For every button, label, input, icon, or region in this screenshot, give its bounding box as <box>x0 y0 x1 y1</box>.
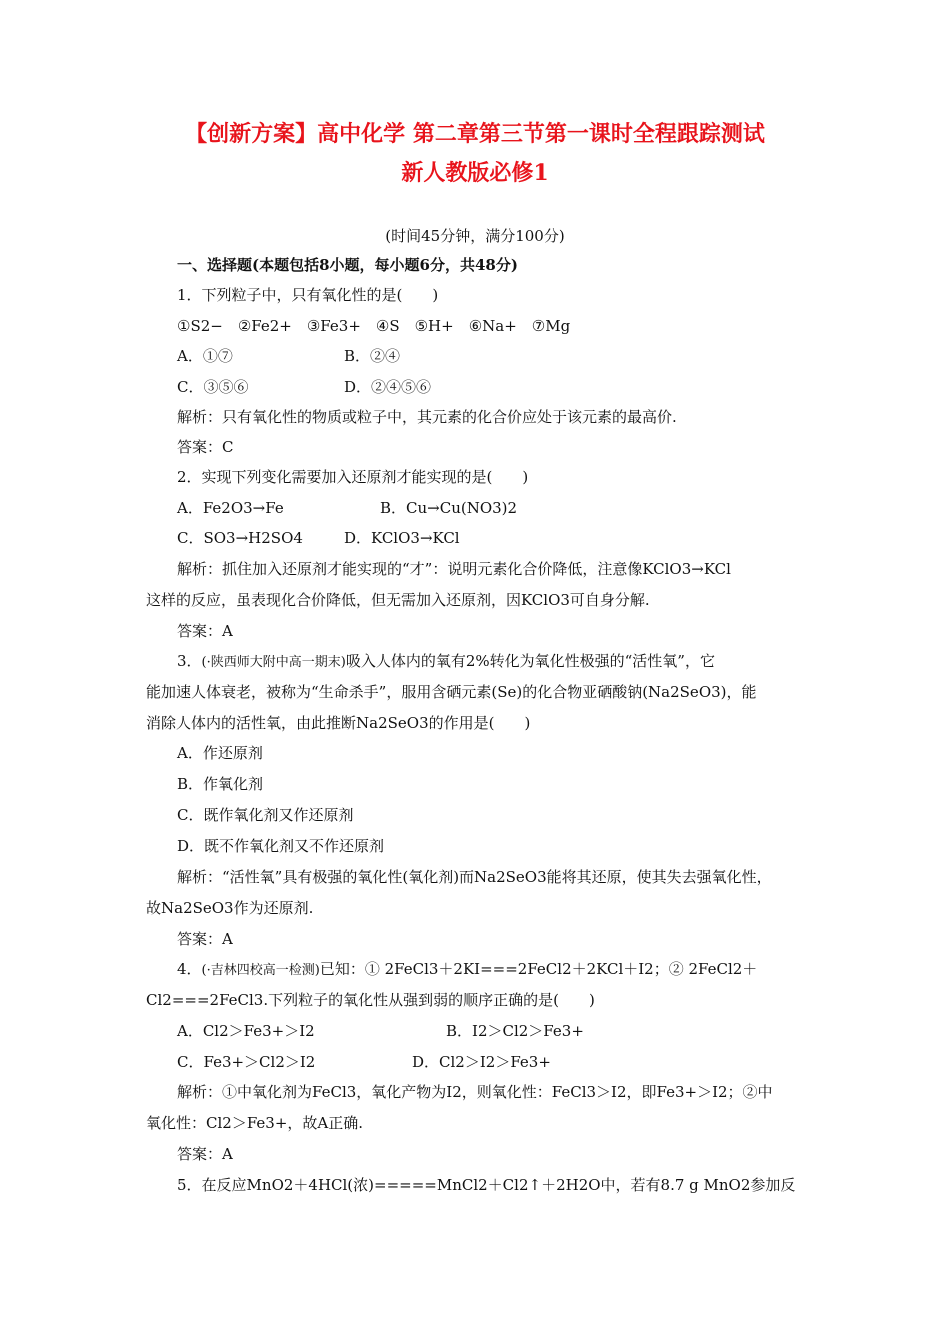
question-1-analysis: 解析：只有氧化性的物质或粒子中，其元素的化合价应处于该元素的最高价. <box>177 408 677 426</box>
question-3-analysis-line2: 故Na2SeO3作为还原剂. <box>146 899 314 917</box>
question-2-option-c: C．SO3→H2SO4 <box>177 529 303 547</box>
question-3-option-d: D．既不作氧化剂又不作还原剂 <box>177 837 385 855</box>
question-4-option-d: D．Cl2＞I2＞Fe3+ <box>412 1053 551 1071</box>
question-2-answer: 答案：A <box>177 622 233 640</box>
question-1-option-b: B．②④ <box>344 347 401 365</box>
page-title: 【创新方案】高中化学 第二章第三节第一课时全程跟踪测试 <box>185 121 765 147</box>
question-1-option-a: A．①⑦ <box>177 347 233 365</box>
question-3-stem-text: 吸入人体内的氧有2%转化为氧化性极强的“活性氧”，它 <box>345 652 715 670</box>
question-1-particles: ①S2− ②Fe2+ ③Fe3+ ④S ⑤H+ ⑥Na+ ⑦Mg <box>177 317 571 335</box>
question-4-source: (·吉林四校高一检测) <box>201 963 320 978</box>
question-2-option-b: B．Cu→Cu(NO3)2 <box>380 499 518 517</box>
question-3-analysis-line1: 解析：“活性氧”具有极强的氧化性(氧化剂)而Na2SeO3能将其还原，使其失去强氧化性， <box>177 868 772 886</box>
page-subtitle: 新人教版必修1 <box>401 160 549 186</box>
question-1-option-d: D．②④⑤⑥ <box>344 378 432 396</box>
question-2-option-d: D．KClO3→KCl <box>344 529 460 547</box>
question-4-stem-line1: 4．(·吉林四校高一检测)已知：① 2FeCl3＋2KI===2FeCl2＋2KCl＋I2；② 2FeCl2＋ <box>177 960 758 978</box>
question-4-option-a: A．Cl2＞Fe3+＞I2 <box>177 1022 315 1040</box>
question-2-stem: 2．实现下列变化需要加入还原剂才能实现的是( ) <box>177 468 529 486</box>
question-3-option-b: B．作氧化剂 <box>177 775 264 793</box>
question-3-option-c: C．既作氧化剂又作还原剂 <box>177 806 354 824</box>
time-info: (时间45分钟，满分100分) <box>385 227 565 245</box>
question-4-analysis-line1: 解析：①中氧化剂为FeCl3，氧化产物为I2，则氧化性：FeCl3＞I2，即Fe3+＞I2；②中 <box>177 1083 773 1101</box>
question-4-option-b: B．I2＞Cl2＞Fe3+ <box>446 1022 584 1040</box>
question-3-answer: 答案：A <box>177 930 233 948</box>
question-1-option-c: C．③⑤⑥ <box>177 378 249 396</box>
question-3-stem-line2: 能加速人体衰老，被称为“生命杀手”，服用含硒元素(Se)的化合物亚硒酸钠(Na2SeO3)，能 <box>146 683 757 701</box>
question-1-stem: 1．下列粒子中，只有氧化性的是( ) <box>177 286 439 304</box>
question-4-stem-line2: Cl2===2FeCl3.下列粒子的氧化性从强到弱的顺序正确的是( ) <box>146 991 595 1009</box>
question-1-answer: 答案：C <box>177 438 234 456</box>
question-3-stem-line1: 3．(·陕西师大附中高一期末)吸入人体内的氧有2%转化为氧化性极强的“活性氧”，它 <box>177 652 715 670</box>
question-3-option-a: A．作还原剂 <box>177 744 263 762</box>
question-3-stem-line3: 消除人体内的活性氧，由此推断Na2SeO3的作用是( ) <box>146 714 531 732</box>
question-3-source: (·陕西师大附中高一期末) <box>201 655 346 670</box>
question-4-stem-text: 已知：① 2FeCl3＋2KI===2FeCl2＋2KCl＋I2；② 2FeCl2＋ <box>319 960 758 978</box>
question-4-answer: 答案：A <box>177 1145 233 1163</box>
question-2-analysis-line2: 这样的反应，虽表现化合价降低，但无需加入还原剂，因KClO3可自身分解. <box>146 591 650 609</box>
question-2-analysis-line1: 解析：抓住加入还原剂才能实现的“才”：说明元素化合价降低，注意像KClO3→KCl <box>177 560 731 578</box>
section-heading: 一、选择题(本题包括8小题，每小题6分，共48分) <box>177 256 518 274</box>
question-5-stem-line1: 5．在反应MnO2＋4HCl(浓)=====MnCl2＋Cl2↑＋2H2O中，若有8.7 g MnO2参加反 <box>177 1176 796 1194</box>
question-2-option-a: A．Fe2O3→Fe <box>177 499 284 517</box>
question-4-option-c: C．Fe3+＞Cl2＞I2 <box>177 1053 316 1071</box>
question-4-analysis-line2: 氧化性：Cl2＞Fe3+，故A正确. <box>146 1114 363 1132</box>
